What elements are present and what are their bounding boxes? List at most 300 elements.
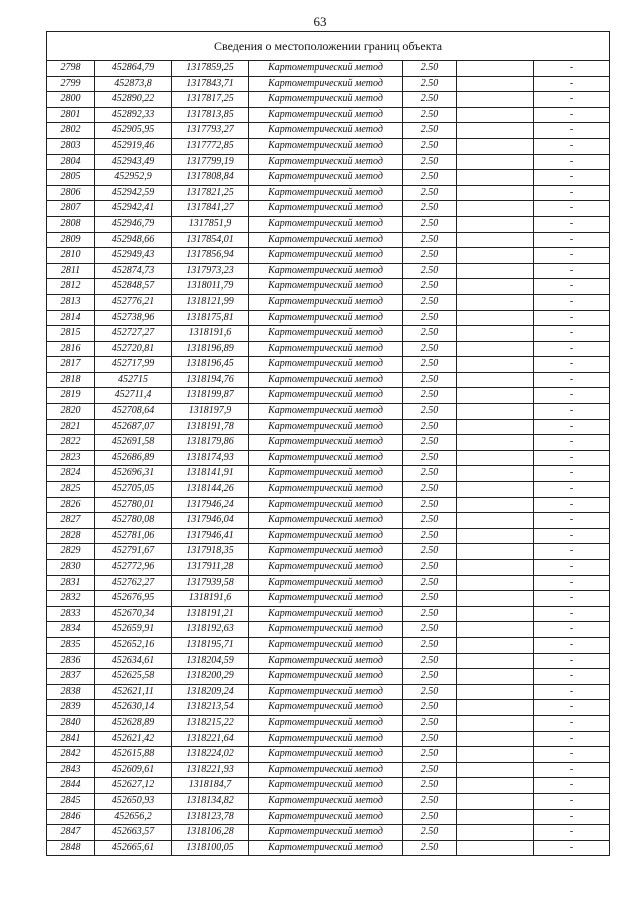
point-number-cell: 2845 <box>47 793 95 809</box>
table-row <box>47 606 610 622</box>
accuracy-cell: 2.50 <box>403 513 457 529</box>
accuracy-cell: 2.50 <box>403 606 457 622</box>
y-coordinate-cell: 1318106,28 <box>172 825 249 841</box>
accuracy-cell: 2.50 <box>403 310 457 326</box>
method-cell: Картометрический метод <box>249 263 403 279</box>
accuracy-cell: 2.50 <box>403 497 457 513</box>
description-cell: - <box>534 76 610 92</box>
empty-cell <box>457 357 534 373</box>
accuracy-cell: 2.50 <box>403 372 457 388</box>
empty-cell <box>457 138 534 154</box>
x-coordinate-cell: 452890,22 <box>95 92 172 108</box>
description-cell: - <box>534 388 610 404</box>
description-cell: - <box>534 513 610 529</box>
description-cell: - <box>534 107 610 123</box>
table-header-row <box>47 32 610 61</box>
x-coordinate-cell: 452720,81 <box>95 341 172 357</box>
x-coordinate-cell: 452772,96 <box>95 560 172 576</box>
description-cell: - <box>534 435 610 451</box>
method-cell: Картометрический метод <box>249 669 403 685</box>
x-coordinate-cell: 452781,06 <box>95 528 172 544</box>
description-cell: - <box>534 575 610 591</box>
empty-cell <box>457 216 534 232</box>
empty-cell <box>457 606 534 622</box>
x-coordinate-cell: 452946,79 <box>95 216 172 232</box>
accuracy-cell: 2.50 <box>403 138 457 154</box>
method-cell: Картометрический метод <box>249 154 403 170</box>
y-coordinate-cell: 1317939,58 <box>172 575 249 591</box>
method-cell: Картометрический метод <box>249 793 403 809</box>
description-cell: - <box>534 669 610 685</box>
description-cell: - <box>534 326 610 342</box>
table-row <box>47 123 610 139</box>
y-coordinate-cell: 1318192,63 <box>172 622 249 638</box>
table-row <box>47 357 610 373</box>
method-cell: Картометрический метод <box>249 606 403 622</box>
method-cell: Картометрический метод <box>249 216 403 232</box>
description-cell: - <box>534 138 610 154</box>
accuracy-cell: 2.50 <box>403 76 457 92</box>
empty-cell <box>457 840 534 856</box>
point-number-cell: 2806 <box>47 185 95 201</box>
empty-cell <box>457 92 534 108</box>
table-row <box>47 326 610 342</box>
empty-cell <box>457 700 534 716</box>
y-coordinate-cell: 1318141,91 <box>172 466 249 482</box>
point-number-cell: 2844 <box>47 778 95 794</box>
method-cell: Картометрический метод <box>249 591 403 607</box>
empty-cell <box>457 575 534 591</box>
table-row <box>47 279 610 295</box>
x-coordinate-cell: 452691,58 <box>95 435 172 451</box>
description-cell: - <box>534 747 610 763</box>
table-row <box>47 731 610 747</box>
empty-cell <box>457 747 534 763</box>
table-row <box>47 154 610 170</box>
y-coordinate-cell: 1318100,05 <box>172 840 249 856</box>
empty-cell <box>457 544 534 560</box>
x-coordinate-cell: 452628,89 <box>95 715 172 731</box>
method-cell: Картометрический метод <box>249 840 403 856</box>
accuracy-cell: 2.50 <box>403 357 457 373</box>
y-coordinate-cell: 1318196,45 <box>172 357 249 373</box>
table-row <box>47 715 610 731</box>
description-cell: - <box>534 793 610 809</box>
accuracy-cell: 2.50 <box>403 575 457 591</box>
point-number-cell: 2807 <box>47 201 95 217</box>
table-row <box>47 76 610 92</box>
y-coordinate-cell: 1318174,93 <box>172 450 249 466</box>
description-cell: - <box>534 341 610 357</box>
method-cell: Картометрический метод <box>249 326 403 342</box>
table-row <box>47 404 610 420</box>
point-number-cell: 2828 <box>47 528 95 544</box>
empty-cell <box>457 731 534 747</box>
point-number-cell: 2810 <box>47 248 95 264</box>
description-cell: - <box>534 216 610 232</box>
empty-cell <box>457 123 534 139</box>
point-number-cell: 2833 <box>47 606 95 622</box>
description-cell: - <box>534 715 610 731</box>
empty-cell <box>457 279 534 295</box>
accuracy-cell: 2.50 <box>403 279 457 295</box>
description-cell: - <box>534 637 610 653</box>
section-title: Сведения о местоположении границ объекта <box>47 32 610 61</box>
accuracy-cell: 2.50 <box>403 404 457 420</box>
y-coordinate-cell: 1317918,35 <box>172 544 249 560</box>
method-cell: Картометрический метод <box>249 778 403 794</box>
empty-cell <box>457 170 534 186</box>
empty-cell <box>457 482 534 498</box>
method-cell: Картометрический метод <box>249 700 403 716</box>
point-number-cell: 2815 <box>47 326 95 342</box>
y-coordinate-cell: 1318191,21 <box>172 606 249 622</box>
y-coordinate-cell: 1318134,82 <box>172 793 249 809</box>
accuracy-cell: 2.50 <box>403 684 457 700</box>
empty-cell <box>457 435 534 451</box>
accuracy-cell: 2.50 <box>403 450 457 466</box>
description-cell: - <box>534 622 610 638</box>
y-coordinate-cell: 1317808,84 <box>172 170 249 186</box>
point-number-cell: 2824 <box>47 466 95 482</box>
empty-cell <box>457 450 534 466</box>
x-coordinate-cell: 452864,79 <box>95 61 172 77</box>
x-coordinate-cell: 452708,64 <box>95 404 172 420</box>
table-row <box>47 653 610 669</box>
point-number-cell: 2840 <box>47 715 95 731</box>
empty-cell <box>457 669 534 685</box>
table-row <box>47 528 610 544</box>
x-coordinate-cell: 452738,96 <box>95 310 172 326</box>
point-number-cell: 2832 <box>47 591 95 607</box>
description-cell: - <box>534 372 610 388</box>
table-row <box>47 170 610 186</box>
accuracy-cell: 2.50 <box>403 232 457 248</box>
table-row <box>47 591 610 607</box>
description-cell: - <box>534 700 610 716</box>
table-row <box>47 372 610 388</box>
description-cell: - <box>534 825 610 841</box>
method-cell: Картометрический метод <box>249 107 403 123</box>
boundary-coordinates-table <box>46 31 610 856</box>
method-cell: Картометрический метод <box>249 294 403 310</box>
table-row <box>47 793 610 809</box>
table-row <box>47 92 610 108</box>
x-coordinate-cell: 452663,57 <box>95 825 172 841</box>
description-cell: - <box>534 840 610 856</box>
table-row <box>47 248 610 264</box>
table-row <box>47 450 610 466</box>
table-row <box>47 669 610 685</box>
x-coordinate-cell: 452762,27 <box>95 575 172 591</box>
method-cell: Картометрический метод <box>249 762 403 778</box>
x-coordinate-cell: 452942,41 <box>95 201 172 217</box>
y-coordinate-cell: 1318209,24 <box>172 684 249 700</box>
y-coordinate-cell: 1317799,19 <box>172 154 249 170</box>
method-cell: Картометрический метод <box>249 560 403 576</box>
table-row <box>47 388 610 404</box>
method-cell: Картометрический метод <box>249 419 403 435</box>
description-cell: - <box>534 809 610 825</box>
empty-cell <box>457 61 534 77</box>
point-number-cell: 2821 <box>47 419 95 435</box>
x-coordinate-cell: 452952,9 <box>95 170 172 186</box>
point-number-cell: 2825 <box>47 482 95 498</box>
description-cell: - <box>534 482 610 498</box>
accuracy-cell: 2.50 <box>403 637 457 653</box>
empty-cell <box>457 185 534 201</box>
x-coordinate-cell: 452717,99 <box>95 357 172 373</box>
y-coordinate-cell: 1318011,79 <box>172 279 249 295</box>
point-number-cell: 2829 <box>47 544 95 560</box>
empty-cell <box>457 404 534 420</box>
description-cell: - <box>534 528 610 544</box>
table-row <box>47 419 610 435</box>
x-coordinate-cell: 452652,16 <box>95 637 172 653</box>
table-row <box>47 560 610 576</box>
x-coordinate-cell: 452687,07 <box>95 419 172 435</box>
point-number-cell: 2801 <box>47 107 95 123</box>
empty-cell <box>457 310 534 326</box>
accuracy-cell: 2.50 <box>403 466 457 482</box>
point-number-cell: 2839 <box>47 700 95 716</box>
empty-cell <box>457 232 534 248</box>
method-cell: Картометрический метод <box>249 622 403 638</box>
accuracy-cell: 2.50 <box>403 107 457 123</box>
method-cell: Картометрический метод <box>249 809 403 825</box>
table-row <box>47 341 610 357</box>
accuracy-cell: 2.50 <box>403 700 457 716</box>
x-coordinate-cell: 452656,2 <box>95 809 172 825</box>
point-number-cell: 2834 <box>47 622 95 638</box>
table-row <box>47 310 610 326</box>
table-row <box>47 466 610 482</box>
empty-cell <box>457 419 534 435</box>
description-cell: - <box>534 185 610 201</box>
y-coordinate-cell: 1317843,71 <box>172 76 249 92</box>
point-number-cell: 2830 <box>47 560 95 576</box>
accuracy-cell: 2.50 <box>403 248 457 264</box>
x-coordinate-cell: 452874,73 <box>95 263 172 279</box>
table-row <box>47 61 610 77</box>
description-cell: - <box>534 357 610 373</box>
accuracy-cell: 2.50 <box>403 715 457 731</box>
x-coordinate-cell: 452609,61 <box>95 762 172 778</box>
x-coordinate-cell: 452634,61 <box>95 653 172 669</box>
empty-cell <box>457 263 534 279</box>
y-coordinate-cell: 1318204,59 <box>172 653 249 669</box>
description-cell: - <box>534 544 610 560</box>
x-coordinate-cell: 452696,31 <box>95 466 172 482</box>
x-coordinate-cell: 452630,14 <box>95 700 172 716</box>
description-cell: - <box>534 778 610 794</box>
description-cell: - <box>534 232 610 248</box>
x-coordinate-cell: 452780,01 <box>95 497 172 513</box>
y-coordinate-cell: 1318191,78 <box>172 419 249 435</box>
y-coordinate-cell: 1317813,85 <box>172 107 249 123</box>
empty-cell <box>457 372 534 388</box>
x-coordinate-cell: 452621,11 <box>95 684 172 700</box>
empty-cell <box>457 684 534 700</box>
point-number-cell: 2808 <box>47 216 95 232</box>
method-cell: Картометрический метод <box>249 482 403 498</box>
point-number-cell: 2819 <box>47 388 95 404</box>
description-cell: - <box>534 606 610 622</box>
description-cell: - <box>534 466 610 482</box>
accuracy-cell: 2.50 <box>403 326 457 342</box>
point-number-cell: 2804 <box>47 154 95 170</box>
empty-cell <box>457 762 534 778</box>
accuracy-cell: 2.50 <box>403 435 457 451</box>
table-row <box>47 840 610 856</box>
y-coordinate-cell: 1317859,25 <box>172 61 249 77</box>
point-number-cell: 2848 <box>47 840 95 856</box>
empty-cell <box>457 809 534 825</box>
method-cell: Картометрический метод <box>249 201 403 217</box>
x-coordinate-cell: 452625,58 <box>95 669 172 685</box>
accuracy-cell: 2.50 <box>403 793 457 809</box>
accuracy-cell: 2.50 <box>403 653 457 669</box>
point-number-cell: 2809 <box>47 232 95 248</box>
empty-cell <box>457 388 534 404</box>
method-cell: Картометрический метод <box>249 61 403 77</box>
x-coordinate-cell: 452848,57 <box>95 279 172 295</box>
method-cell: Картометрический метод <box>249 170 403 186</box>
method-cell: Картометрический метод <box>249 637 403 653</box>
point-number-cell: 2843 <box>47 762 95 778</box>
description-cell: - <box>534 201 610 217</box>
x-coordinate-cell: 452943,49 <box>95 154 172 170</box>
accuracy-cell: 2.50 <box>403 778 457 794</box>
x-coordinate-cell: 452670,34 <box>95 606 172 622</box>
y-coordinate-cell: 1318175,81 <box>172 310 249 326</box>
point-number-cell: 2827 <box>47 513 95 529</box>
y-coordinate-cell: 1317854,01 <box>172 232 249 248</box>
empty-cell <box>457 326 534 342</box>
table-row <box>47 185 610 201</box>
x-coordinate-cell: 452727,27 <box>95 326 172 342</box>
x-coordinate-cell: 452676,95 <box>95 591 172 607</box>
description-cell: - <box>534 61 610 77</box>
method-cell: Картометрический метод <box>249 404 403 420</box>
table-row <box>47 201 610 217</box>
accuracy-cell: 2.50 <box>403 185 457 201</box>
y-coordinate-cell: 1317856,94 <box>172 248 249 264</box>
method-cell: Картометрический метод <box>249 92 403 108</box>
description-cell: - <box>534 653 610 669</box>
point-number-cell: 2800 <box>47 92 95 108</box>
table-row <box>47 622 610 638</box>
description-cell: - <box>534 170 610 186</box>
y-coordinate-cell: 1318179,86 <box>172 435 249 451</box>
point-number-cell: 2820 <box>47 404 95 420</box>
table-row <box>47 825 610 841</box>
empty-cell <box>457 560 534 576</box>
description-cell: - <box>534 497 610 513</box>
description-cell: - <box>534 279 610 295</box>
x-coordinate-cell: 452650,93 <box>95 793 172 809</box>
empty-cell <box>457 201 534 217</box>
point-number-cell: 2813 <box>47 294 95 310</box>
method-cell: Картометрический метод <box>249 76 403 92</box>
point-number-cell: 2818 <box>47 372 95 388</box>
x-coordinate-cell: 452659,91 <box>95 622 172 638</box>
table-body <box>47 61 610 856</box>
table-row <box>47 435 610 451</box>
y-coordinate-cell: 1317817,25 <box>172 92 249 108</box>
empty-cell <box>457 513 534 529</box>
empty-cell <box>457 778 534 794</box>
x-coordinate-cell: 452892,33 <box>95 107 172 123</box>
x-coordinate-cell: 452905,95 <box>95 123 172 139</box>
method-cell: Картометрический метод <box>249 357 403 373</box>
table-row <box>47 107 610 123</box>
x-coordinate-cell: 452942,59 <box>95 185 172 201</box>
point-number-cell: 2842 <box>47 747 95 763</box>
table-row <box>47 778 610 794</box>
table-row <box>47 216 610 232</box>
point-number-cell: 2799 <box>47 76 95 92</box>
method-cell: Картометрический метод <box>249 684 403 700</box>
x-coordinate-cell: 452949,43 <box>95 248 172 264</box>
accuracy-cell: 2.50 <box>403 560 457 576</box>
y-coordinate-cell: 1317946,24 <box>172 497 249 513</box>
y-coordinate-cell: 1317821,25 <box>172 185 249 201</box>
accuracy-cell: 2.50 <box>403 544 457 560</box>
empty-cell <box>457 653 534 669</box>
y-coordinate-cell: 1318121,99 <box>172 294 249 310</box>
point-number-cell: 2841 <box>47 731 95 747</box>
description-cell: - <box>534 684 610 700</box>
method-cell: Картометрический метод <box>249 279 403 295</box>
accuracy-cell: 2.50 <box>403 154 457 170</box>
x-coordinate-cell: 452873,8 <box>95 76 172 92</box>
accuracy-cell: 2.50 <box>403 170 457 186</box>
method-cell: Картометрический метод <box>249 388 403 404</box>
point-number-cell: 2846 <box>47 809 95 825</box>
method-cell: Картометрический метод <box>249 248 403 264</box>
table-row <box>47 138 610 154</box>
y-coordinate-cell: 1317772,85 <box>172 138 249 154</box>
accuracy-cell: 2.50 <box>403 528 457 544</box>
y-coordinate-cell: 1318215,22 <box>172 715 249 731</box>
method-cell: Картометрический метод <box>249 185 403 201</box>
table-row <box>47 294 610 310</box>
y-coordinate-cell: 1317793,27 <box>172 123 249 139</box>
x-coordinate-cell: 452780,08 <box>95 513 172 529</box>
x-coordinate-cell: 452621,42 <box>95 731 172 747</box>
empty-cell <box>457 825 534 841</box>
point-number-cell: 2805 <box>47 170 95 186</box>
accuracy-cell: 2.50 <box>403 482 457 498</box>
method-cell: Картометрический метод <box>249 497 403 513</box>
point-number-cell: 2835 <box>47 637 95 653</box>
point-number-cell: 2803 <box>47 138 95 154</box>
empty-cell <box>457 107 534 123</box>
method-cell: Картометрический метод <box>249 123 403 139</box>
y-coordinate-cell: 1318123,78 <box>172 809 249 825</box>
point-number-cell: 2814 <box>47 310 95 326</box>
method-cell: Картометрический метод <box>249 466 403 482</box>
accuracy-cell: 2.50 <box>403 825 457 841</box>
table-row <box>47 482 610 498</box>
y-coordinate-cell: 1318191,6 <box>172 591 249 607</box>
accuracy-cell: 2.50 <box>403 201 457 217</box>
empty-cell <box>457 76 534 92</box>
method-cell: Картометрический метод <box>249 825 403 841</box>
x-coordinate-cell: 452665,61 <box>95 840 172 856</box>
description-cell: - <box>534 404 610 420</box>
